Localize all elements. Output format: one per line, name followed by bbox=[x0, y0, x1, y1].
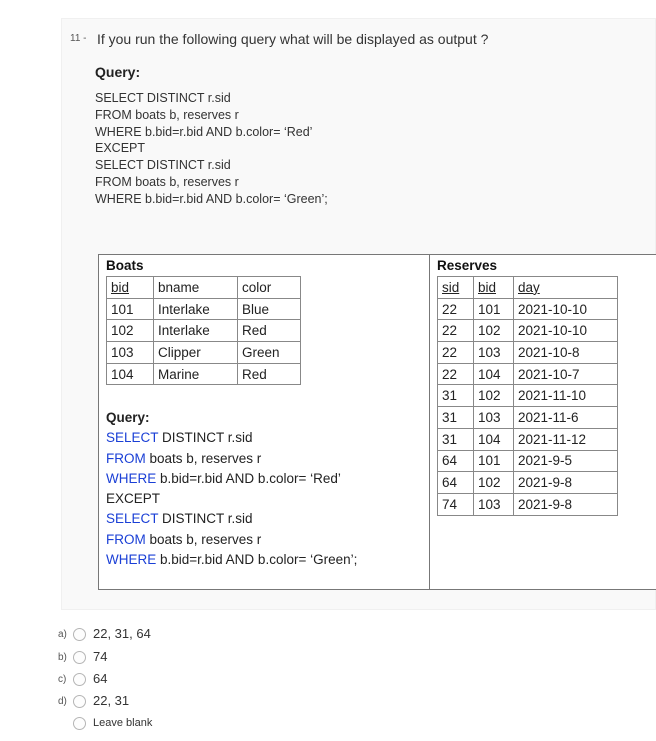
table-cell: 101 bbox=[474, 450, 514, 472]
query-line: SELECT DISTINCT r.sid bbox=[95, 91, 231, 105]
query-line: SELECT DISTINCT r.sid bbox=[95, 158, 231, 173]
table-header-row bbox=[438, 277, 618, 299]
radio-button[interactable] bbox=[73, 628, 86, 641]
table-cell: 64 bbox=[438, 450, 474, 472]
option-label[interactable]: 64 bbox=[93, 671, 108, 686]
figure-query-line bbox=[106, 509, 357, 529]
query-line: EXCEPT bbox=[95, 141, 146, 156]
figure-query-line bbox=[106, 449, 357, 469]
sql-keyword: WHERE bbox=[106, 552, 157, 568]
table-cell: 102 bbox=[474, 472, 514, 494]
schema-figure bbox=[98, 254, 656, 590]
table-cell: 64 bbox=[438, 472, 474, 494]
figure-divider bbox=[429, 255, 430, 589]
table-cell: 2021-11-6 bbox=[514, 407, 618, 429]
sql-keyword-except: EXCEPT bbox=[106, 491, 161, 507]
query-line: WHERE b.bid=r.bid AND b.color= ‘Red’ bbox=[95, 124, 313, 139]
table-row bbox=[438, 342, 618, 364]
table-row bbox=[107, 320, 301, 342]
figure-query-line bbox=[106, 489, 357, 509]
table-row bbox=[438, 298, 618, 320]
table-row bbox=[107, 342, 301, 364]
table-cell: Interlake bbox=[154, 320, 238, 342]
sql-keyword: SELECT bbox=[106, 430, 159, 446]
sql-clause: DISTINCT r.sid bbox=[158, 511, 253, 527]
column-header: color bbox=[238, 277, 301, 299]
table-cell: 104 bbox=[107, 363, 154, 385]
table-row bbox=[438, 428, 618, 450]
table-cell: 103 bbox=[474, 407, 514, 429]
table-cell: 2021-9-8 bbox=[514, 472, 618, 494]
table-cell: 31 bbox=[438, 407, 474, 429]
option-letter: c) bbox=[58, 674, 67, 685]
table-row bbox=[438, 385, 618, 407]
option-label[interactable]: 22, 31, 64 bbox=[93, 626, 151, 641]
table-cell: 2021-11-10 bbox=[514, 385, 618, 407]
table-cell: 104 bbox=[474, 428, 514, 450]
table-row bbox=[438, 407, 618, 429]
table-row bbox=[107, 363, 301, 385]
table-row bbox=[438, 472, 618, 494]
column-header: bid bbox=[107, 277, 154, 299]
sql-keyword: WHERE bbox=[106, 470, 157, 486]
option-letter: a) bbox=[58, 629, 67, 640]
table-row bbox=[107, 298, 301, 320]
option-letter: d) bbox=[58, 696, 67, 707]
option-label[interactable]: 74 bbox=[93, 649, 108, 664]
table-cell: 31 bbox=[438, 385, 474, 407]
option-label[interactable]: 22, 31 bbox=[93, 693, 130, 708]
table-cell: 31 bbox=[438, 428, 474, 450]
figure-query-line bbox=[106, 550, 357, 570]
reserves-table bbox=[437, 276, 618, 516]
table-cell: 103 bbox=[474, 342, 514, 364]
table-cell: 2021-11-12 bbox=[514, 428, 618, 450]
query-line: FROM boats b, reserves r bbox=[95, 107, 239, 122]
figure-query-line bbox=[106, 428, 357, 448]
table-cell: Interlake bbox=[154, 298, 238, 320]
query-line: WHERE b.bid=r.bid AND b.color= ‘Green’; bbox=[95, 191, 328, 206]
table-row bbox=[438, 493, 618, 515]
table-row bbox=[438, 450, 618, 472]
question-number: 11 - bbox=[70, 33, 87, 45]
query-text-block bbox=[95, 90, 328, 208]
table-cell: 74 bbox=[438, 493, 474, 515]
column-header: sid bbox=[438, 277, 474, 299]
table-row bbox=[438, 320, 618, 342]
table-row bbox=[438, 363, 618, 385]
table-cell: 2021-10-7 bbox=[514, 363, 618, 385]
sql-clause: b.bid=r.bid AND b.color= ‘Green’; bbox=[156, 552, 358, 568]
sql-clause: b.bid=r.bid AND b.color= ‘Red’ bbox=[156, 470, 341, 486]
radio-button[interactable] bbox=[73, 673, 86, 686]
table-cell: Green bbox=[238, 342, 301, 364]
table-cell: Red bbox=[238, 320, 301, 342]
radio-button[interactable] bbox=[73, 717, 86, 730]
table-cell: 104 bbox=[474, 363, 514, 385]
figure-query-title: Query: bbox=[106, 410, 150, 425]
table-cell: 101 bbox=[107, 298, 154, 320]
table-cell: 22 bbox=[438, 342, 474, 364]
table-cell: Marine bbox=[154, 363, 238, 385]
table-cell: 2021-10-8 bbox=[514, 342, 618, 364]
table-cell: Clipper bbox=[154, 342, 238, 364]
boats-table bbox=[106, 276, 301, 385]
figure-query-line bbox=[106, 530, 357, 550]
column-header: day bbox=[514, 277, 618, 299]
sql-clause: boats b, reserves r bbox=[145, 450, 262, 466]
option-letter: b) bbox=[58, 652, 67, 663]
table-cell: 22 bbox=[438, 363, 474, 385]
question-header bbox=[70, 30, 488, 48]
reserves-table-title: Reserves bbox=[437, 258, 498, 273]
sql-clause: DISTINCT r.sid bbox=[158, 430, 253, 446]
option-label[interactable]: Leave blank bbox=[93, 717, 153, 729]
table-cell: 103 bbox=[474, 493, 514, 515]
table-cell: Red bbox=[238, 363, 301, 385]
sql-clause: boats b, reserves r bbox=[145, 531, 262, 547]
boats-table-title: Boats bbox=[106, 258, 144, 273]
sql-keyword: SELECT bbox=[106, 511, 159, 527]
sql-keyword: FROM bbox=[106, 450, 146, 466]
table-cell: 101 bbox=[474, 298, 514, 320]
query-line: FROM boats b, reserves r bbox=[95, 174, 239, 189]
radio-button[interactable] bbox=[73, 651, 86, 664]
table-cell: 22 bbox=[438, 298, 474, 320]
table-cell: 103 bbox=[107, 342, 154, 364]
radio-button[interactable] bbox=[73, 695, 86, 708]
figure-query bbox=[106, 408, 357, 570]
table-cell: 2021-10-10 bbox=[514, 320, 618, 342]
query-title: Query: bbox=[95, 64, 141, 80]
table-cell: 2021-9-8 bbox=[514, 493, 618, 515]
question-text: If you run the following query what will be displayed as output ? bbox=[96, 30, 489, 47]
column-header: bname bbox=[154, 277, 238, 299]
table-cell: 102 bbox=[474, 385, 514, 407]
sql-keyword: FROM bbox=[106, 531, 146, 547]
table-cell: 2021-10-10 bbox=[514, 298, 618, 320]
table-cell: 102 bbox=[107, 320, 154, 342]
table-header-row bbox=[107, 277, 301, 299]
table-cell: Blue bbox=[238, 298, 301, 320]
table-cell: 102 bbox=[474, 320, 514, 342]
table-cell: 2021-9-5 bbox=[514, 450, 618, 472]
column-header: bid bbox=[474, 277, 514, 299]
table-cell: 22 bbox=[438, 320, 474, 342]
figure-query-line bbox=[106, 469, 357, 489]
